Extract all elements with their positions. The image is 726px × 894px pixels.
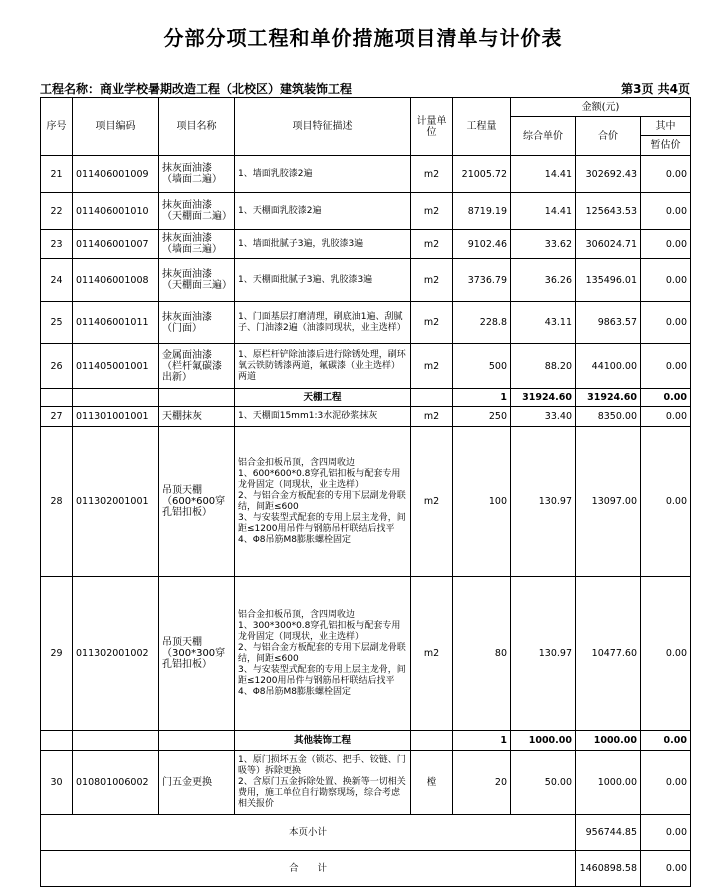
grand-total-total: 1460898.58 [576, 851, 641, 887]
subtotal-unit-price: 31924.60 [511, 389, 576, 407]
header-name: 项目名称 [159, 98, 235, 156]
row-seq: 28 [41, 427, 73, 577]
desc-line: 2、与铝合金方板配套的专用下层副龙骨联结，间距≤600 [238, 490, 406, 512]
grand-total-row [41, 851, 691, 887]
row-seq: 27 [41, 407, 73, 427]
row-name: 吊顶天棚（300*300穿孔铝扣板） [159, 577, 235, 731]
table-row [41, 156, 691, 193]
table-row [41, 407, 691, 427]
table-row [41, 230, 691, 259]
header-seq: 序号 [41, 98, 73, 156]
row-desc: 1、天棚面批腻子3遍、乳胶漆3遍 [235, 259, 411, 302]
row-code: 010801006002 [73, 751, 159, 815]
row-total: 135496.01 [576, 259, 641, 302]
desc-line: 铝合金扣板吊顶，含四周收边 [238, 457, 356, 468]
row-unit-price: 33.62 [511, 230, 576, 259]
desc-line: 1、600*600*0.8穿孔铝扣板与配套专用龙骨固定（同现状，业主选样） [238, 468, 401, 490]
desc-line: 3、与安装型式配套的专用上层主龙骨，间距≤1200用吊件与钢筋吊杆联结后找平 [238, 512, 406, 534]
row-qty: 80 [453, 577, 511, 731]
row-unit: m2 [411, 577, 453, 731]
row-desc: 1、墙面批腻子3遍，乳胶漆3遍 [235, 230, 411, 259]
header-of-which: 其中 [641, 117, 691, 136]
row-seq: 23 [41, 230, 73, 259]
row-total: 10477.60 [576, 577, 641, 731]
row-code: 011406001009 [73, 156, 159, 193]
header-unit: 计量单位 [411, 98, 453, 156]
row-desc: 1、天棚面乳胶漆2遍 [235, 193, 411, 230]
row-provisional: 0.00 [641, 407, 691, 427]
grand-total-provisional: 0.00 [641, 851, 691, 887]
subtotal-qty: 1 [453, 731, 511, 751]
row-unit: m2 [411, 156, 453, 193]
row-qty: 228.8 [453, 302, 511, 344]
row-unit-price: 130.97 [511, 577, 576, 731]
row-qty: 3736.79 [453, 259, 511, 302]
row-desc [235, 427, 411, 577]
header-unit-price: 综合单价 [511, 117, 576, 156]
row-total: 306024.71 [576, 230, 641, 259]
row-qty: 8719.19 [453, 193, 511, 230]
row-qty: 21005.72 [453, 156, 511, 193]
row-name: 天棚抹灰 [159, 407, 235, 427]
row-unit: m2 [411, 427, 453, 577]
table-row [41, 751, 691, 815]
subtotal-qty: 1 [453, 389, 511, 407]
header-qty: 工程量 [453, 98, 511, 156]
row-code: 011406001008 [73, 259, 159, 302]
grand-total-label: 合 计 [41, 851, 576, 887]
row-unit: m2 [411, 302, 453, 344]
row-provisional: 0.00 [641, 302, 691, 344]
row-seq: 22 [41, 193, 73, 230]
row-seq: 26 [41, 344, 73, 389]
table-row [41, 344, 691, 389]
row-provisional: 0.00 [641, 751, 691, 815]
subtotal-unit-price: 1000.00 [511, 731, 576, 751]
row-unit-price: 130.97 [511, 427, 576, 577]
row-seq: 24 [41, 259, 73, 302]
desc-line: 铝合金扣板吊顶，含四周收边 [238, 609, 356, 620]
desc-line: 3、与安装型式配套的专用上层主龙骨，间距≤1200用吊件与钢筋吊杆联结后找平 [238, 664, 406, 686]
row-name: 抹灰面油漆（墙面三遍） [159, 230, 235, 259]
page-title: 分部分项工程和单价措施项目清单与计价表 [163, 26, 563, 50]
table-row [41, 259, 691, 302]
row-name: 吊顶天棚（600*600穿孔铝扣板） [159, 427, 235, 577]
row-total: 8350.00 [576, 407, 641, 427]
pricing-table [40, 97, 691, 887]
row-qty: 500 [453, 344, 511, 389]
row-unit: 樘 [411, 751, 453, 815]
row-desc: 1、墙面乳胶漆2遍 [235, 156, 411, 193]
row-provisional: 0.00 [641, 230, 691, 259]
subtotal-row-other [41, 731, 691, 751]
row-qty: 250 [453, 407, 511, 427]
row-code: 011301001001 [73, 407, 159, 427]
row-provisional: 0.00 [641, 259, 691, 302]
page-subtotal-row [41, 815, 691, 851]
row-unit-price: 36.26 [511, 259, 576, 302]
row-name: 抹灰面油漆（天棚面三遍） [159, 259, 235, 302]
row-total: 1000.00 [576, 751, 641, 815]
row-total: 125643.53 [576, 193, 641, 230]
row-unit-price: 33.40 [511, 407, 576, 427]
row-unit-price: 43.11 [511, 302, 576, 344]
row-name: 抹灰面油漆（天棚面二遍） [159, 193, 235, 230]
desc-line: 1、300*300*0.8穿孔铝扣板与配套专用龙骨固定（同现状，业主选样） [238, 620, 401, 642]
row-code: 011406001011 [73, 302, 159, 344]
desc-line: 2、与铝合金方板配套的专用下层副龙骨联结，间距≤600 [238, 642, 406, 664]
row-desc: 1、天棚面15mm1:3水泥砂浆抹灰 [235, 407, 411, 427]
row-desc [235, 577, 411, 731]
row-provisional: 0.00 [641, 193, 691, 230]
row-unit: m2 [411, 259, 453, 302]
page-info: 第3页 共4页 [621, 82, 690, 96]
subtotal-label: 其他装饰工程 [235, 731, 411, 751]
subtotal-total: 1000.00 [576, 731, 641, 751]
page-subtotal-total: 956744.85 [576, 815, 641, 851]
row-desc [235, 751, 411, 815]
row-provisional: 0.00 [641, 156, 691, 193]
row-code: 011406001010 [73, 193, 159, 230]
table-row [41, 193, 691, 230]
row-name: 抹灰面油漆（墙面二遍） [159, 156, 235, 193]
header-amount: 金额(元) [511, 98, 691, 117]
desc-line: 2、含原门五金拆除处置、换新等一切相关费用，施工单位自行勘察现场，综合考虑相关报价 [238, 777, 406, 809]
row-provisional: 0.00 [641, 427, 691, 577]
table-row [41, 427, 691, 577]
subtotal-total: 31924.60 [576, 389, 641, 407]
row-total: 13097.00 [576, 427, 641, 577]
row-unit: m2 [411, 230, 453, 259]
row-unit-price: 14.41 [511, 193, 576, 230]
header-provisional: 暂估价 [641, 136, 691, 156]
row-name: 抹灰面油漆（门面） [159, 302, 235, 344]
row-name: 金属面油漆（栏杆氟碳漆出新） [159, 344, 235, 389]
row-unit-price: 14.41 [511, 156, 576, 193]
row-code: 011406001007 [73, 230, 159, 259]
row-desc: 1、原栏杆铲除油漆后进行除锈处理，刷环氧云铁防锈漆两道，氟碳漆（业主选样）两道 [235, 344, 411, 389]
table-row [41, 577, 691, 731]
header-code: 项目编码 [73, 98, 159, 156]
subtotal-row-ceiling [41, 389, 691, 407]
header-total: 合价 [576, 117, 641, 156]
row-seq: 30 [41, 751, 73, 815]
row-total: 302692.43 [576, 156, 641, 193]
row-qty: 100 [453, 427, 511, 577]
row-qty: 9102.46 [453, 230, 511, 259]
project-name: 工程名称：商业学校暑期改造工程（北校区）建筑装饰工程 [40, 82, 353, 96]
header-desc: 项目特征描述 [235, 98, 411, 156]
desc-line: 4、Φ8吊筋M8膨胀螺栓固定 [238, 686, 352, 697]
row-unit: m2 [411, 193, 453, 230]
row-code: 011302001001 [73, 427, 159, 577]
row-provisional: 0.00 [641, 577, 691, 731]
row-unit: m2 [411, 344, 453, 389]
row-qty: 20 [453, 751, 511, 815]
desc-line: 4、Φ8吊筋M8膨胀螺栓固定 [238, 534, 352, 545]
subtotal-provisional: 0.00 [641, 731, 691, 751]
row-desc: 1、门面基层打磨清理，刷底油1遍、刮腻子、门油漆2遍（油漆同现状，业主选样） [235, 302, 411, 344]
row-seq: 25 [41, 302, 73, 344]
row-code: 011405001001 [73, 344, 159, 389]
page-subtotal-label: 本页小计 [41, 815, 576, 851]
row-unit-price: 50.00 [511, 751, 576, 815]
subtotal-provisional: 0.00 [641, 389, 691, 407]
subtotal-label: 天棚工程 [235, 389, 411, 407]
row-seq: 21 [41, 156, 73, 193]
document-meta [40, 80, 690, 96]
row-code: 011302001002 [73, 577, 159, 731]
page-subtotal-provisional: 0.00 [641, 815, 691, 851]
row-name: 门五金更换 [159, 751, 235, 815]
desc-line: 1、原门损坏五金（锁芯、把手、铰链、门吸等）拆除更换 [238, 755, 406, 776]
table-row [41, 302, 691, 344]
row-unit: m2 [411, 407, 453, 427]
row-total: 9863.57 [576, 302, 641, 344]
row-seq: 29 [41, 577, 73, 731]
row-unit-price: 88.20 [511, 344, 576, 389]
row-provisional: 0.00 [641, 344, 691, 389]
row-total: 44100.00 [576, 344, 641, 389]
